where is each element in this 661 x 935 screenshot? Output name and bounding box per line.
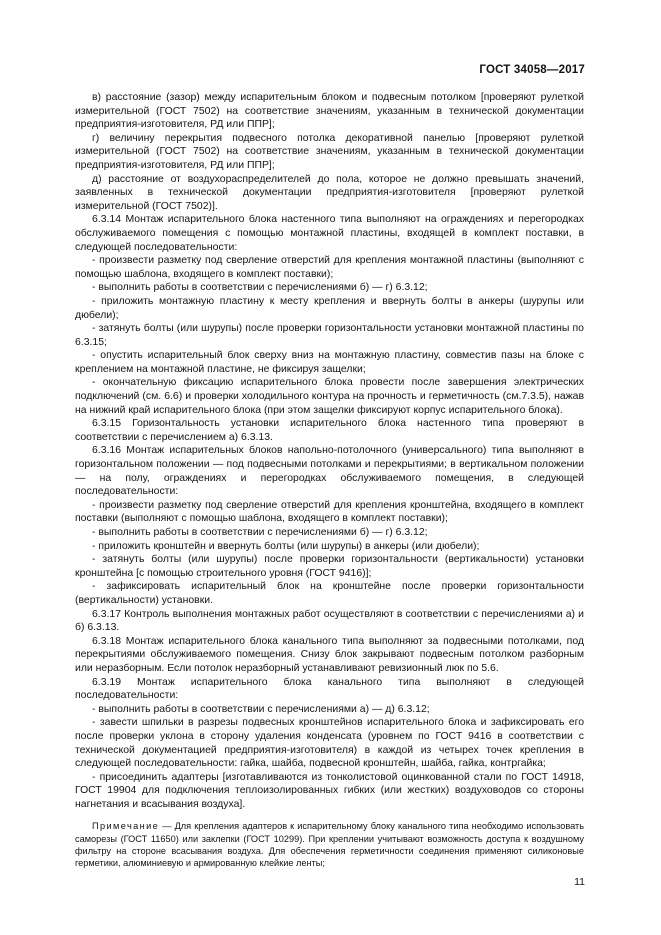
- list-item: - опустить испарительный блок сверху вниз на монтажную пластину, совместив пазы на блоке с креплением на монтажной пластине, не фиксируя защелки;: [75, 350, 584, 375]
- page-number: 11: [574, 876, 585, 888]
- note-label: Примечание: [92, 821, 160, 832]
- paragraph: д) расстояние от воздухораспределителей до пола, которое не должно превышать значений, заявленных в технической документации предприятия-изготовителя [проверяют рулеткой измерительной (ГОСТ 7502)].: [75, 173, 584, 212]
- note: [75, 820, 584, 869]
- list-item: - приложить монтажную пластину к месту крепления и ввернуть болты в анкеры (шурупы или дюбели);: [75, 295, 584, 321]
- list-item: - приложить кронштейн и ввернуть болты (или шурупы) в анкеры (или дюбели);: [92, 540, 480, 552]
- document-code: ГОСТ 34058—2017: [479, 64, 585, 76]
- list-item: - выполнить работы в соответствии с перечислениями б) — г) 6.3.12;: [92, 282, 428, 294]
- list-item: - завести шпильки в разрезы подвесных кронштейнов испарительного блока и зафиксировать его после проверки уклона в сторону удаления конденсата (уровнем по ГОСТ 9416 в соответствии с технической документацией предприятия-изготовителя) в каждой из четырех точек крепления в следующей последовательности: гайка, шайба, подвесной кронштейн, шайба, гайка, контргайка;: [75, 717, 584, 770]
- note-text: — Для крепления адаптеров к испарительному блоку канального типа необходимо использовать саморезы (ГОСТ 11650) или заклепки (ГОСТ 10299). При креплении учитывают возможность доступа к воздушному фильтру на стороне всасывания воздуха. Для обеспечения герметичности соединения применяют силиконовые герметики, алюминиевую и армированную клейкие ленты;: [75, 821, 584, 869]
- section-6-3-15: 6.3.15 Горизонтальность установки испарительного блока настенного типа проверяют в соответствии с перечислением а) 6.3.13.: [75, 418, 584, 443]
- document-body: [75, 91, 584, 870]
- section-6-3-14: 6.3.14 Монтаж испарительного блока настенного типа выполняют на ограждениях и перегородках обслуживаемого помещения с помощью монтажной пластины, входящей в комплект поставки, в следующей последовательности:: [75, 214, 584, 253]
- paragraph: г) величину перекрытия подвесного потолка декоративной панелью [проверяют рулеткой измерительной (ГОСТ 7502) на соответствие значениям, указанным в технической документации предприятия-изготовителя, РД или ППР];: [75, 132, 584, 171]
- list-item: - выполнить работы в соответствии с перечислениями а) — д) 6.3.12;: [92, 703, 430, 715]
- section-6-3-17: 6.3.17 Контроль выполнения монтажных работ осуществляют в соответствии с перечислениями а) и б) 6.3.13.: [75, 608, 584, 634]
- paragraph: в) расстояние (зазор) между испарительным блоком и подвесным потолком [проверяют рулеткой измерительной (ГОСТ 7502) на соответствие значениям, указанным в технической документации предприятия-изготовителя, РД или ППР];: [75, 92, 584, 131]
- section-6-3-18: 6.3.18 Монтаж испарительного блока канального типа выполняют за подвесными потолками, под перекрытиями обслуживаемого помещения. Снизу блок закрывают подвесным потолком разборным или неразборным. Если потолок неразборный устанавливают ревизионный люк по 5.6.: [75, 635, 584, 674]
- list-item: - окончательную фиксацию испарительного блока провести после завершения электрических подключений (см. 6.6) и проверки холодильного контура на прочность и герметичность (см.7.3.5), нажав на нижний край испарительного блока (при этом защелки фиксируют корпус испарительного блока).: [75, 377, 584, 416]
- list-item: - затянуть болты (или шурупы) после проверки горизонтальности установки монтажной пластины по 6.3.15;: [75, 323, 584, 348]
- section-6-3-16: 6.3.16 Монтаж испарительных блоков напольно-потолочного (универсального) типа выполняют в горизонтальном положении — под подвесными потолками и перекрытиями; в вертикальном положении — на полу, ограждениях и перегородках обслуживаемого помещения, в следующей последовательности:: [75, 445, 584, 498]
- list-item: - затянуть болты (или шурупы) после проверки горизонтальности (вертикальности) установки кронштейна [с помощью строительного уровня (ГОСТ 9416)];: [75, 554, 584, 579]
- section-6-3-19: 6.3.19 Монтаж испарительного блока канального типа выполняют в следующей последовательности:: [75, 676, 584, 702]
- list-item: - выполнить работы в соответствии с перечислениями б) — г) 6.3.12;: [92, 527, 428, 538]
- list-item: - зафиксировать испарительный блок на кронштейне после проверки горизонтальности (вертикальности) установки.: [75, 581, 584, 606]
- list-item: - произвести разметку под сверление отверстий для крепления монтажной пластины (выполняют с помощью шаблона, входящего в комплект поставки);: [75, 255, 584, 280]
- list-item: - произвести разметку под сверление отверстий для крепления кронштейна, входящего в комплект поставки (выполняют с помощью шаблона, входящего в комплект поставки);: [75, 499, 584, 525]
- list-item: - присоединить адаптеры [изготавливаются из тонколистовой оцинкованной стали по ГОСТ 14918, ГОСТ 19904 для подключения теплоизолированных гибких (или жестких) воздуховодов со стороны нагнетания и всасывания воздуха].: [75, 771, 584, 810]
